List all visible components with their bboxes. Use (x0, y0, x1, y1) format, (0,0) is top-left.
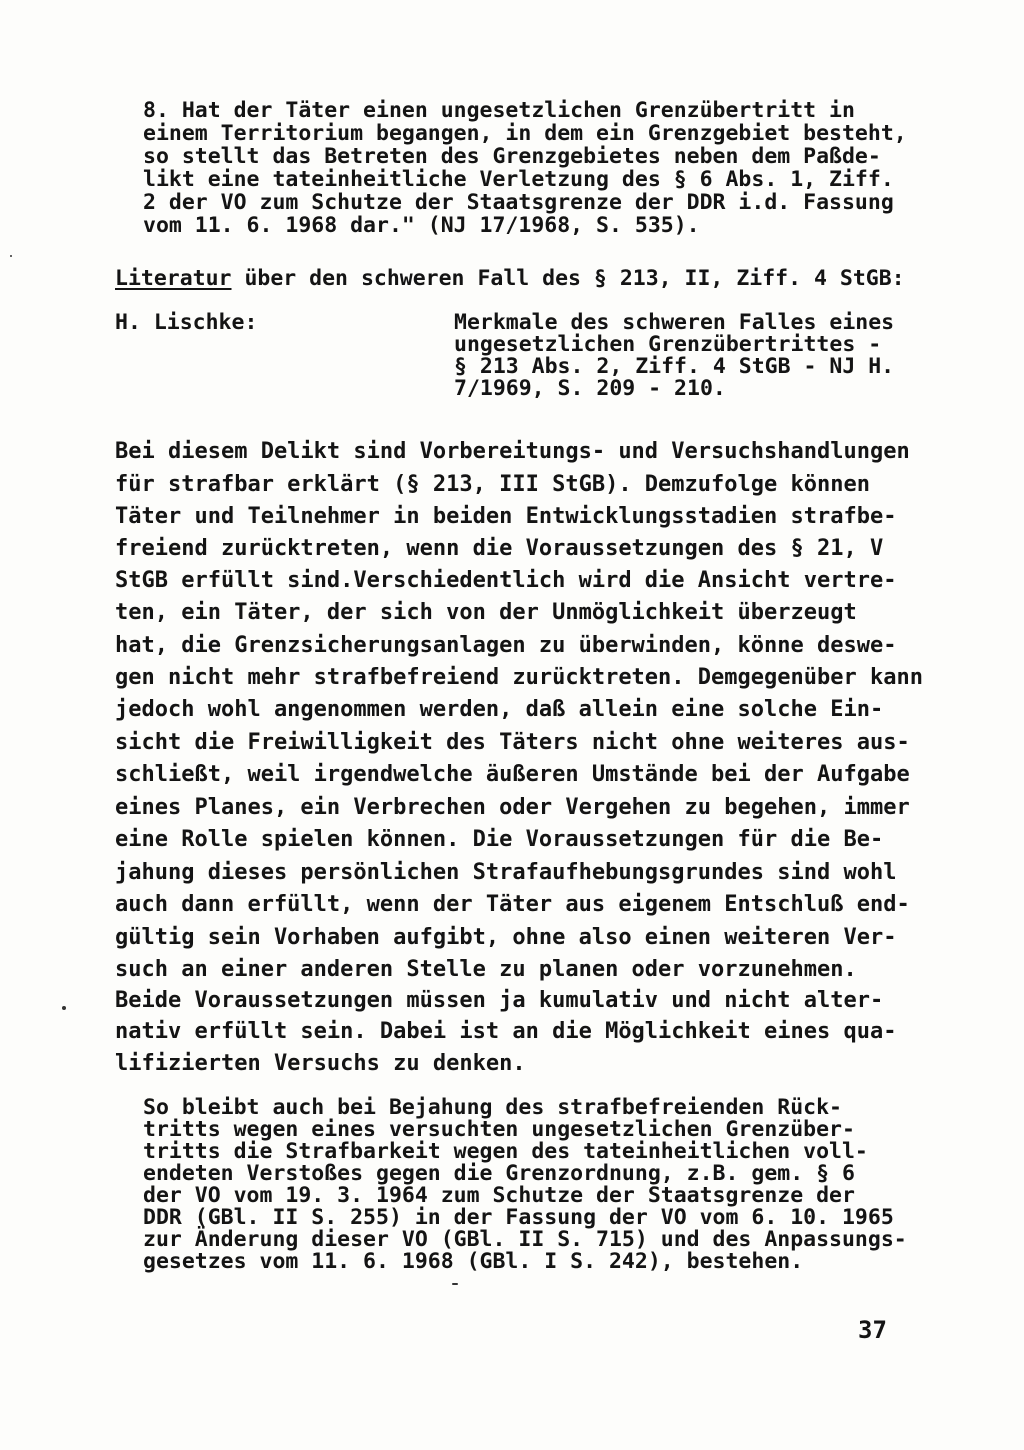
quote-line: endeten Verstoßes gegen die Grenzordnung, z.B. gem. § 6 (143, 1161, 855, 1186)
scan-speck (452, 1283, 458, 1285)
body-line: jahung dieses persönlichen Strafaufhebungsgrundes sind wohl (115, 860, 897, 885)
body-line: auch dann erfüllt, wenn der Täter aus eigenem Entschluß end- (115, 892, 910, 917)
quote-line: der VO vom 19. 3. 1964 zum Schutze der Staatsgrenze der (143, 1183, 855, 1208)
body-line: StGB erfüllt sind.Verschiedentlich wird die Ansicht vertre- (115, 568, 897, 593)
literature-author: H. Lischke: (115, 310, 258, 335)
body-line: such an einer anderen Stelle zu planen oder vorzunehmen. (115, 957, 857, 982)
quote-line: zur Änderung dieser VO (GBl. II S. 715) und des Anpassungs- (143, 1227, 907, 1252)
body-line: für strafbar erklärt (§ 213, III StGB). Demzufolge können (115, 472, 870, 497)
scan-speck (10, 255, 12, 257)
quote-line: so stellt das Betreten des Grenzgebietes neben dem Paßde- (143, 144, 881, 169)
page-number: 37 (858, 1316, 887, 1344)
body-line: jedoch wohl angenommen werden, daß allein eine solche Ein- (115, 697, 884, 722)
body-line: freiend zurücktreten, wenn die Voraussetzungen des § 21, V (115, 536, 884, 561)
quote-line: einem Territorium begangen, in dem ein Grenzgebiet besteht, (143, 121, 907, 146)
literature-entry-line: ungesetzlichen Grenzübertrittes - (454, 332, 882, 357)
body-line: sicht die Freiwilligkeit des Täters nicht ohne weiteres aus- (115, 730, 910, 755)
body-line: nativ erfüllt sein. Dabei ist an die Möglichkeit eines qua- (115, 1019, 897, 1044)
body-line: lifizierten Versuchs zu denken. (115, 1051, 526, 1076)
quote-line: tritts die Strafbarkeit wegen des tateinheitlichen voll- (143, 1139, 868, 1164)
literature-label: Literatur (115, 266, 232, 291)
body-line: Täter und Teilnehmer in beiden Entwicklungsstadien strafbe- (115, 504, 897, 529)
body-line: gültig sein Vorhaben aufgibt, ohne also einen weiteren Ver- (115, 925, 897, 950)
quote-line: tritts wegen eines versuchten ungesetzlichen Grenzüber- (143, 1117, 855, 1142)
body-line: gen nicht mehr strafbefreiend zurücktreten. Demgegenüber kann (115, 665, 923, 690)
body-line: hat, die Grenzsicherungsanlagen zu überwinden, könne deswe- (115, 633, 897, 658)
literature-entry-line: Merkmale des schweren Falles eines (454, 310, 895, 335)
body-line: eine Rolle spielen können. Die Voraussetzungen für die Be- (115, 827, 884, 852)
quote-line: DDR (GBl. II S. 255) in der Fassung der VO vom 6. 10. 1965 (143, 1205, 894, 1230)
body-line: eines Planes, ein Verbrechen oder Vergehen zu begehen, immer (115, 795, 910, 820)
quote-line: 2 der VO zum Schutze der Staatsgrenze der DDR i.d. Fassung (143, 190, 894, 215)
literature-entry-line: § 213 Abs. 2, Ziff. 4 StGB - NJ H. (454, 354, 895, 379)
body-line: Beide Voraussetzungen müssen ja kumulativ und nicht alter- (115, 988, 884, 1013)
quote-line: gesetzes vom 11. 6. 1968 (GBl. I S. 242), bestehen. (143, 1249, 804, 1274)
quote-line: vom 11. 6. 1968 dar." (NJ 17/1968, S. 535). (143, 213, 700, 238)
literature-heading-text: über den schweren Fall des § 213, II, Ziff. 4 StGB: (231, 266, 905, 291)
quote-line: 8. Hat der Täter einen ungesetzlichen Grenzübertritt in (143, 98, 855, 123)
quote-line: likt eine tateinheitliche Verletzung des § 6 Abs. 1, Ziff. (143, 167, 894, 192)
body-line: schließt, weil irgendwelche äußeren Umstände bei der Aufgabe (115, 762, 910, 787)
body-line: Bei diesem Delikt sind Vorbereitungs- und Versuchshandlungen (115, 439, 910, 464)
body-line: ten, ein Täter, der sich von der Unmöglichkeit überzeugt (115, 600, 857, 625)
scan-speck (62, 1006, 66, 1010)
quote-line: So bleibt auch bei Bejahung des strafbefreienden Rück- (143, 1095, 842, 1120)
literature-entry-line: 7/1969, S. 209 - 210. (454, 376, 726, 401)
